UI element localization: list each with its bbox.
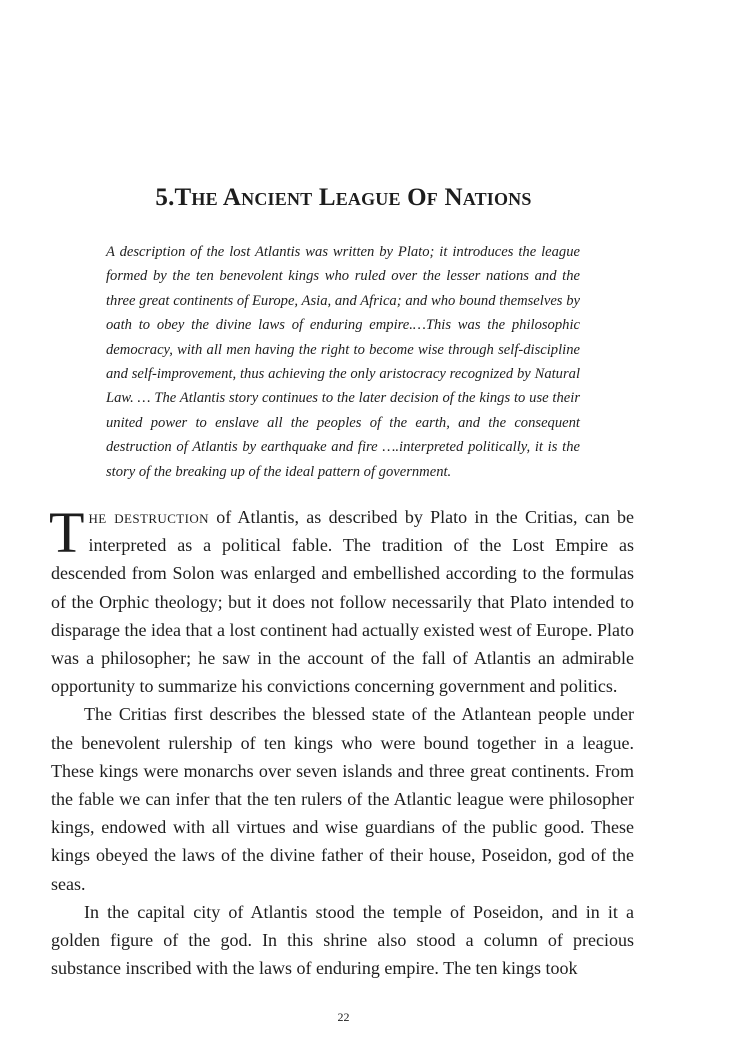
paragraph-1-text: of Atlantis, as described by Plato in the Critias, can be interpreted as a political fable. The tradition of the Lost Empire as descended from Solon was enlarged and embellished according to the formulas of the Orphic theology; but it does not follow necessarily that Plato intended to disparage the idea that a lost continent had actually existed west of Europe. Plato was a philosopher; he saw in the account of the fall of Atlantis an admirable opportunity to summarize his convictions concerning government and politics. — [51, 507, 634, 697]
lead-in: he destruction — [88, 507, 209, 527]
page-number: 22 — [337, 1010, 350, 1024]
paragraph-2: The Critias first describes the blessed state of the Atlantean people under the benevolent rulership of ten kings who were bound together in a league. These kings were monarchs over seven islands and three great continents. From the fable we can infer that the ten rulers of the Atlantic league were philosopher kings, endowed with all virtues and wise guardians of the public good. These kings obeyed the laws of the divine father of their house, Poseidon, god of the seas. — [51, 704, 634, 894]
paragraph-1 — [49, 500, 634, 700]
body-text — [49, 500, 634, 982]
chapter-title: 5.The Ancient League Of Nations — [155, 184, 532, 211]
epigraph: A description of the lost Atlantis was written by Plato; it introduces the league formed by the ten benevolent kings who ruled over the lesser nations and the three great continents of Europe, Asia, and Africa; and who bound themselves by oath to obey the divine laws of enduring empire.…This was the philosophic democracy, with all men having the right to become wise through self-discipline and self-improvement, thus achieving the only aristocracy recognized by Natural Law. … The Atlantis story continues to the later decision of the kings to use their united power to enslave all the peoples of the earth, and the consequent destruction of Atlantis by earthquake and fire ….interpreted politically, it is the story of the breaking up of the ideal pattern of government. — [106, 244, 580, 480]
drop-cap: T — [49, 500, 85, 565]
paragraph-3: In the capital city of Atlantis stood the temple of Poseidon, and in it a golden figure of the god. In this shrine also stood a column of precious substance inscribed with the laws of enduring empire. The ten kings took — [51, 901, 634, 979]
